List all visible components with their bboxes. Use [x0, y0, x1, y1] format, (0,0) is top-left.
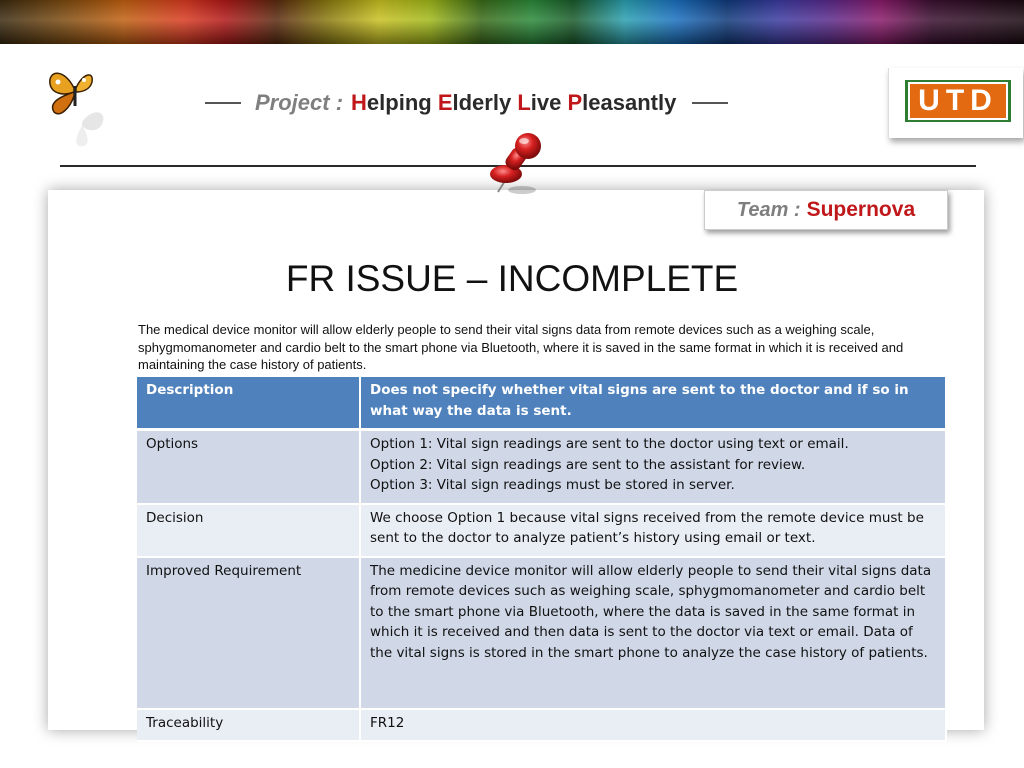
- row-value: We choose Option 1 because vital signs received from the remote device must be sent to the doctor to analyze patient’s history using email or text.: [360, 504, 946, 557]
- project-title: [205, 86, 805, 120]
- team-tag: [704, 190, 948, 230]
- slide-title: FR ISSUE – INCOMPLETE: [285, 258, 739, 299]
- project-name: Helping Elderly Live Pleasantly: [351, 90, 677, 115]
- table-row: [137, 557, 946, 709]
- row-label: Traceability: [137, 709, 360, 742]
- title-dash-left: [205, 102, 241, 104]
- row-label: Options: [137, 430, 360, 504]
- utd-logo-text: UTD: [908, 82, 1008, 120]
- table-row: [137, 504, 946, 557]
- title-dash-right: [692, 102, 728, 104]
- butterfly-icon: [42, 62, 112, 152]
- decorative-color-band: [0, 0, 1024, 44]
- table-row: [137, 377, 946, 430]
- row-label: Description: [137, 377, 360, 430]
- utd-logo: [888, 68, 1023, 138]
- project-label: Project :: [255, 90, 344, 115]
- pushpin-icon: [486, 130, 550, 200]
- row-value: Option 1: Vital sign readings are sent to the doctor using text or email. Option 2: Vital sign readings are sent to the assistant for review. Option 3: Vital sign readings must be stored in server.: [360, 430, 946, 504]
- team-label: Team :: [736, 198, 801, 221]
- row-label: Decision: [137, 504, 360, 557]
- fr-issue-table: [137, 377, 947, 742]
- row-value: The medicine device monitor will allow elderly people to send their vital signs data from remote devices such as weighing scale, sphygmomanometer and cardio belt to the smart phone via Bluetooth, where the data is saved in the same format in which it is received and then data is sent to the doctor via text or email. Data of the vital signs is stored in the smart phone to analyze the case history of patients.: [360, 557, 946, 709]
- table-row: [137, 430, 946, 504]
- team-name: Supernova: [806, 198, 916, 221]
- table-row: [137, 709, 946, 742]
- row-label: Improved Requirement: [137, 557, 360, 709]
- row-value: Does not specify whether vital signs are sent to the doctor and if so in what way the data is sent.: [360, 377, 946, 430]
- row-value: FR12: [360, 709, 946, 742]
- intro-paragraph: The medical device monitor will allow elderly people to send their vital signs data from remote devices such as a weighing scale, sphygmomanometer and cardio belt to the smart phone via Bluetooth, where it is saved in the same format in which it is received and maintaining the case history of patients.: [138, 322, 904, 372]
